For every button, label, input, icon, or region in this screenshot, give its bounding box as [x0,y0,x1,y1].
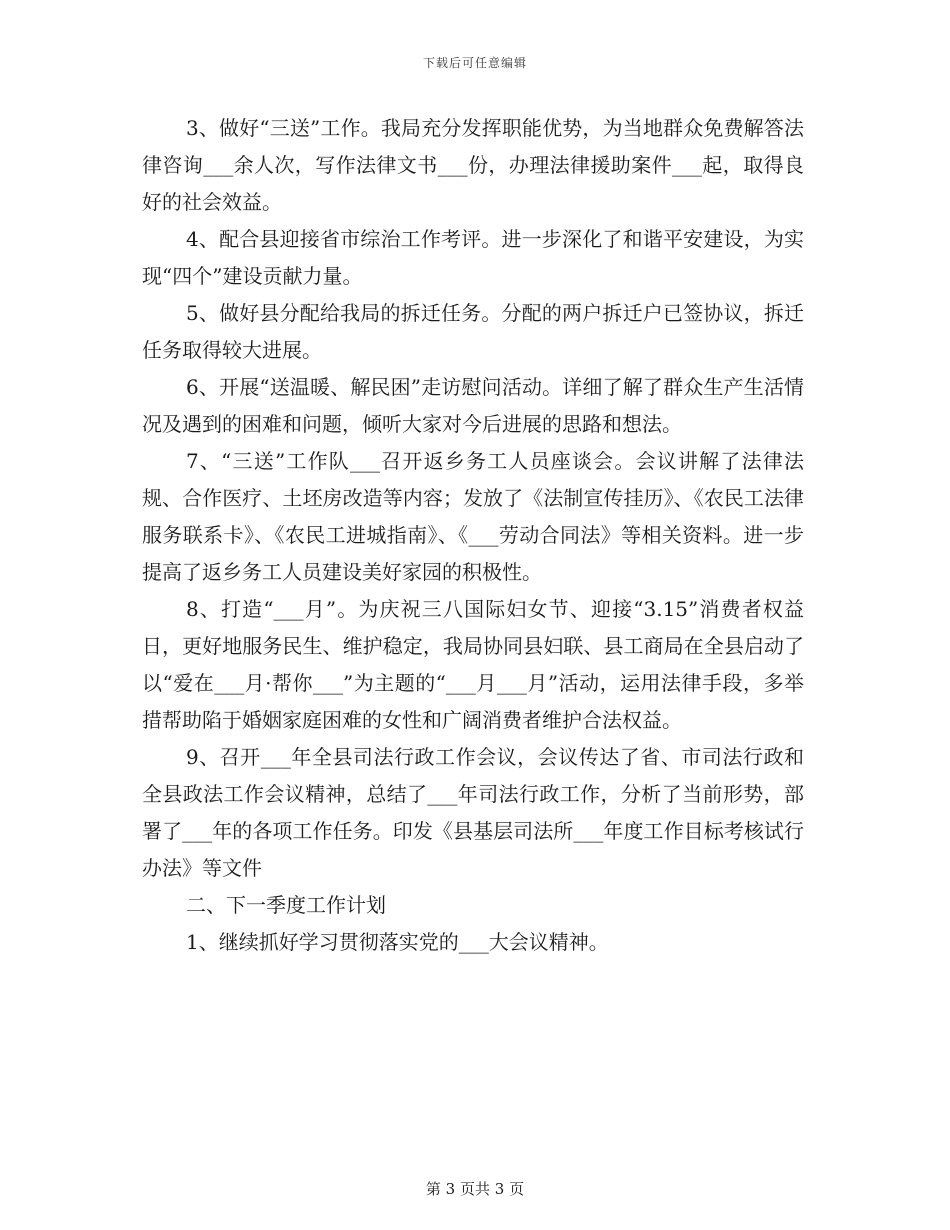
section-heading-next-quarter-plan: 二、下一季度工作计划 [186,893,386,917]
paragraph-item-6: 6、开展“送温暖、解民困”走访慰问活动。详细了解了群众生产生活情况及遇到的困难和问题，倾听大家对今后进展的思路和想法。 [142,375,804,436]
paragraph-item-7: 7、“三送”工作队___召开返乡务工人员座谈会。会议讲解了法律法规、合作医疗、土坯房改造等内容；发放了《法制宣传挂历》、《农民工法律服务联系卡》、《农民工进城指南》、《___劳动合同法》等相关资料。进一步提高了返乡务工人员建设美好家园的积极性。 [142,449,804,584]
plan-item-1: 1、继续抓好学习贯彻落实党的___大会议精神。 [186,930,609,954]
paragraph-item-3: 3、做好“三送”工作。我局充分发挥职能优势，为当地群众免费解答法律咨询___余人次，写作法律文书___份，办理法律援助案件___起，取得良好的社会效益。 [142,116,804,214]
paragraph-item-9: 9、召开___年全县司法行政工作会议，会议传达了省、市司法行政和全县政法工作会议精神，总结了___年司法行政工作，分析了当前形势，部署了___年的各项工作任务。印发《县基层司法所___年度工作目标考核试行办法》等文件 [142,745,804,880]
page-number: 第 3 页共 3 页 [425,1180,525,1198]
paragraph-item-4: 4、配合县迎接省市综治工作考评。进一步深化了和谐平安建设，为实现“四个”建设贡献力量。 [142,227,804,288]
paragraph-item-5: 5、做好县分配给我局的拆迁任务。分配的两户拆迁户已签协议，拆迁任务取得较大进展。 [142,301,804,362]
paragraph-item-8: 8、打造“___月”。为庆祝三八国际妇女节、迎接“3.15”消费者权益日，更好地服务民生、维护稳定，我局协同县妇联、县工商局在全县启动了以“爱在___月·帮你___”为主题的“___月___月”活动，运用法律手段，多举措帮助陷于婚姻家庭困难的女性和广阔消费者维护合法权益。 [142,597,804,732]
document-body [142,110,804,961]
page-header-note: 下载后可任意编辑 [422,56,527,70]
